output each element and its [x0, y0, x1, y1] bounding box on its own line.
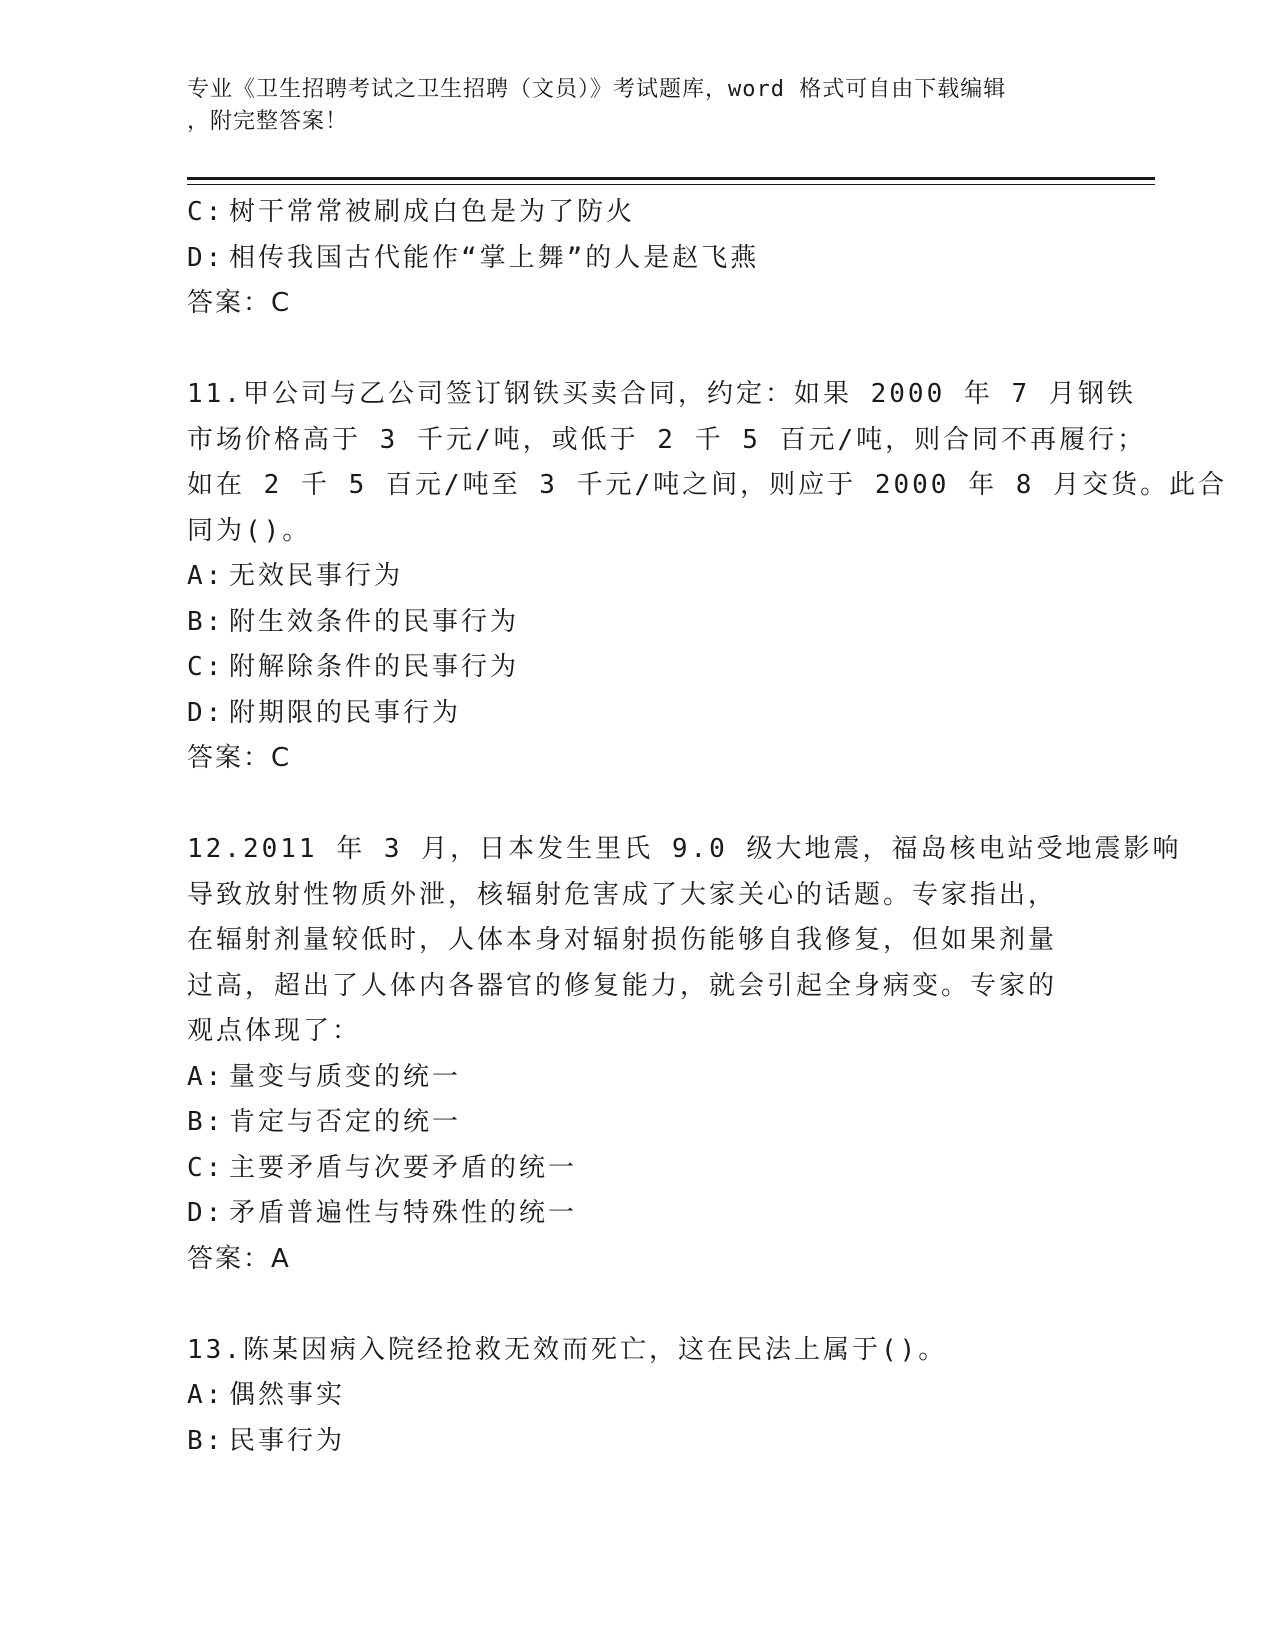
document-header — [187, 74, 1087, 138]
option-c: C: 树干常常被刷成白色是为了防火 — [187, 197, 636, 227]
option-c: C: 主要矛盾与次要矛盾的统一 — [187, 1152, 578, 1183]
question-text-line: 在辐射剂量较低时，人体本身对辐射损伤能够自我修复，但如果剂量 — [187, 925, 1058, 955]
question-text-line: 观点体现了： — [187, 1016, 362, 1046]
option-b: B: 民事行为 — [187, 1425, 346, 1456]
question-text-line: 12.2011 年 3 月，日本发生里氏 9.0 级大地震，福岛核电站受地震影响 — [187, 834, 1182, 864]
option-d: D: 矛盾普遍性与特殊性的统一 — [187, 1198, 578, 1228]
question-text-line: 13.陈某因病入院经抢救无效而死亡，这在民法上属于()。 — [187, 1334, 948, 1365]
option-d: D: 附期限的民事行为 — [187, 697, 462, 728]
header-line-2: ，附完整答案！ — [187, 109, 349, 134]
question-text-line: 如在 2 千 5 百元/吨至 3 千元/吨之间，则应于 2000 年 8 月交货。此合 — [187, 470, 1228, 500]
option-a: A: 无效民事行为 — [187, 561, 404, 591]
question-text-line: 同为()。 — [187, 515, 312, 546]
answer-line: 答案：A — [187, 1243, 291, 1274]
question-text-line: 市场价格高于 3 千元/吨，或低于 2 千 5 百元/吨，则合同不再履行； — [187, 424, 1147, 455]
question-11 — [187, 372, 1228, 782]
option-a: A: 偶然事实 — [187, 1380, 346, 1410]
header-line-1: 专业《卫生招聘考试之卫生招聘（文员）》考试题库，word 格式可自由下载编辑 — [187, 77, 1007, 102]
question-text-line: 过高，超出了人体内各器官的修复能力，就会引起全身病变。专家的 — [187, 970, 1058, 1001]
answer-line: 答案：C — [187, 288, 292, 318]
question-content — [187, 190, 1228, 1464]
answer-line: 答案：C — [187, 743, 292, 773]
option-b: B: 附生效条件的民事行为 — [187, 606, 520, 637]
spacer — [187, 1282, 1087, 1328]
option-d: D: 相传我国古代能作“掌上舞”的人是赵飞燕 — [187, 242, 760, 273]
question-text-line: 导致放射性物质外泄，核辐射危害成了大家关心的话题。专家指出， — [187, 879, 1058, 910]
header-divider-thin — [187, 184, 1155, 185]
header-divider-thick — [187, 177, 1155, 180]
option-b: B: 肯定与否定的统一 — [187, 1107, 462, 1137]
option-a: A: 量变与质变的统一 — [187, 1061, 462, 1092]
question-text-line: 11.甲公司与乙公司签订钢铁买卖合同，约定：如果 2000 年 7 月钢铁 — [187, 379, 1136, 409]
question-10-tail — [187, 190, 1087, 327]
option-c: C: 附解除条件的民事行为 — [187, 652, 520, 682]
spacer — [187, 782, 1087, 828]
question-13 — [187, 1328, 1087, 1465]
question-12 — [187, 827, 1182, 1282]
spacer — [187, 327, 1087, 373]
